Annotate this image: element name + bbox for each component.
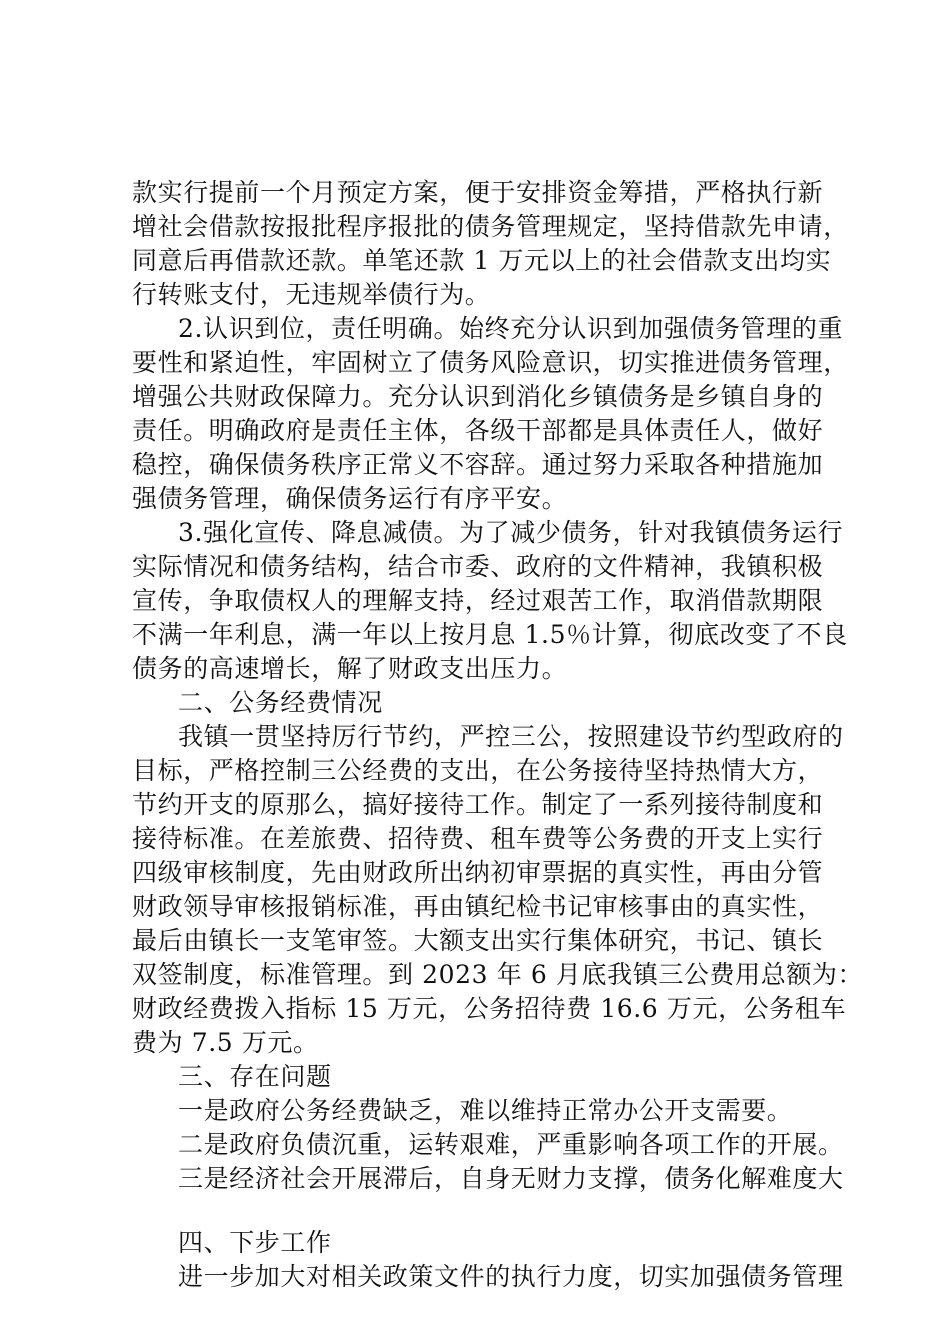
text-line: 强债务管理，确保债务运行有序平安。 [132,484,568,513]
text-line: 行转账支付，无违规举债行为。 [132,280,491,309]
section-heading: 三、存在问题 [178,1062,332,1091]
text-line: 四级审核制度，先由财政所出纳初审票据的真实性，再由分管 [132,858,824,887]
text-line: 财政经费拨入指标 15 万元，公务招待费 16.6 万元，公务租车 [132,994,847,1023]
text-line: 同意后再借款还款。单笔还款 1 万元以上的社会借款支出均实 [132,246,832,275]
text-line: 最后由镇长一支笔审签。大额支出实行集体研究，书记、镇长 [132,926,824,955]
text-line: 二是政府负债沉重，运转艰难，严重影响各项工作的开展。 [178,1130,844,1159]
text-line: 增社会借款按报批程序报批的债务管理规定，坚持借款先申请， [132,212,849,241]
text-line: 2.认识到位，责任明确。始终充分认识到加强债务管理的重 [178,314,844,343]
text-line: 稳控，确保债务秩序正常义不容辞。通过努力采取各种措施加 [132,450,824,479]
text-line: 不满一年利息，满一年以上按月息 1.5％计算，彻底改变了不良 [132,620,848,649]
text-line: 增强公共财政保障力。充分认识到消化乡镇债务是乡镇自身的 [132,382,824,411]
text-line: 节约开支的原那么，搞好接待工作。制定了一系列接待制度和 [132,790,824,819]
text-line: 债务的高速增长，解了财政支出压力。 [132,654,568,683]
text-line: 费为 7.5 万元。 [132,1028,319,1057]
text-line: 实际情况和债务结构，结合市委、政府的文件精神，我镇积极 [132,552,824,581]
text-line: 款实行提前一个月预定方案，便于安排资金筹措，严格执行新 [132,178,824,207]
text-line: 3.强化宣传、降息减债。为了减少债务，针对我镇债务运行 [178,518,844,547]
text-line: 进一步加大对相关政策文件的执行力度，切实加强债务管理 [178,1262,844,1291]
text-line: 我镇一贯坚持厉行节约，严控三公，按照建设节约型政府的 [178,722,844,751]
text-line: 一是政府公务经费缺乏，难以维持正常办公开支需要。 [178,1096,793,1125]
text-line: 目标，严格控制三公经费的支出，在公务接待坚持热情大方， [132,756,824,785]
text-line: 三是经济社会开展滞后，自身无财力支撑，债务化解难度大 [178,1164,844,1193]
text-line: 接待标准。在差旅费、招待费、租车费等公务费的开支上实行 [132,824,824,853]
text-line: 双签制度，标准管理。到 2023 年 6 月底我镇三公费用总额为： [132,960,864,989]
text-line: 要性和紧迫性，牢固树立了债务风险意识，切实推进债务管理， [132,348,849,377]
text-line: 宣传，争取债权人的理解支持，经过艰苦工作，取消借款期限 [132,586,824,615]
text-line: 责任。明确政府是责任主体，各级干部都是具体责任人，做好 [132,416,824,445]
text-line: 财政领导审核报销标准，再由镇纪检书记审核事由的真实性， [132,892,824,921]
section-heading: 二、公务经费情况 [178,688,383,717]
section-heading: 四、下步工作 [178,1228,332,1257]
